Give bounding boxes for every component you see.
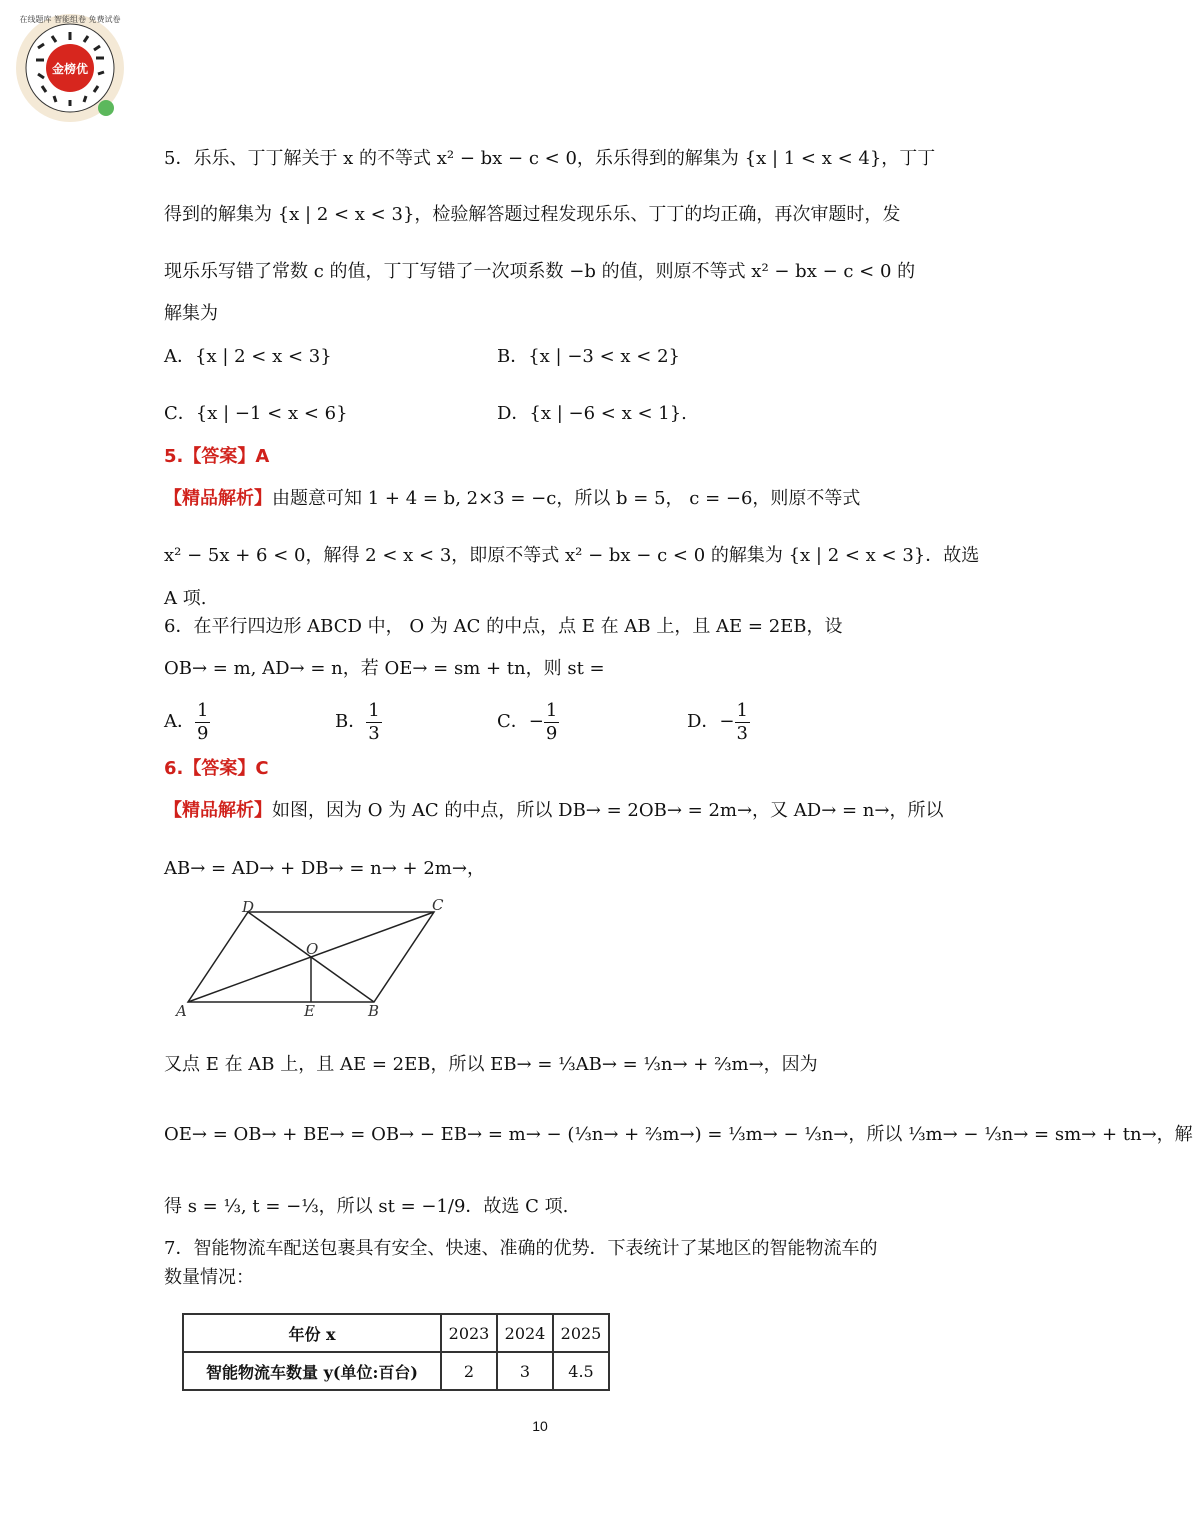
q6-option-b-denominator: 3: [368, 722, 380, 744]
figure-label-o: O: [306, 940, 319, 958]
q6-option-c-denominator: 9: [545, 722, 558, 744]
q5-option-b: B．{x | −3 < x < 2}: [497, 346, 680, 367]
figure-label-e: E: [304, 1002, 315, 1020]
figure-label-d: D: [242, 898, 255, 916]
q6-line-1: 6．在平行四边形 ABCD 中， O 为 AC 的中点，点 E 在 AB 上，且 AE = 2EB，设: [164, 616, 843, 637]
q5-option-a: A．{x | 2 < x < 3}: [164, 346, 332, 367]
parallelogram-figure: [170, 896, 460, 1022]
analysis-label: 【精品解析】: [164, 488, 272, 509]
answer-6-line-2: AB→ = AD→ + DB→ = n→ + 2m→，: [164, 858, 485, 879]
q5-option-d: D．{x | −6 < x < 1}.: [497, 403, 687, 424]
q6-option-d-denominator: 3: [736, 722, 748, 744]
q6-option-b: [335, 700, 382, 744]
table-value-2: 3: [497, 1352, 553, 1390]
q5-option-c: C．{x | −1 < x < 6}: [164, 403, 348, 424]
table-row: [183, 1314, 609, 1352]
table-value-3: 4.5: [553, 1352, 609, 1390]
figure-label-b: B: [368, 1002, 380, 1020]
answer-6-line-3: 又点 E 在 AB 上，且 AE = 2EB，所以 EB→ = ⅓AB→ = ⅓n→ + ⅔m→，因为: [164, 1054, 818, 1075]
q6-option-c-label: C．−: [497, 711, 544, 733]
answer-6-line-5: 得 s = ⅓, t = −⅓，所以 st = −1/9．故选 C 项.: [164, 1196, 569, 1217]
q6-option-a-denominator: 9: [197, 722, 209, 744]
table-header-year: 年份 x: [183, 1314, 441, 1352]
analysis-label-2: 【精品解析】: [164, 800, 272, 821]
answer-6-line-4: OE→ = OB→ + BE→ = OB→ − EB→ = m→ − (⅓n→ + ⅔m→) = ⅓m→ − ⅓n→，所以 ⅓m→ − ⅓n→ = sm→ + tn→，解: [164, 1124, 1193, 1145]
page-number: 10: [532, 1418, 548, 1434]
svg-text:金榜优: 金榜优: [51, 62, 89, 76]
svg-text:在线题库 智能组卷 免费试卷: 在线题库 智能组卷 免费试卷: [19, 15, 121, 24]
answer-5-tag: 5.【答案】A: [164, 446, 270, 467]
q6-line-2: OB→ = m, AD→ = n，若 OE→ = sm + tn，则 st =: [164, 658, 605, 679]
answer-6-tag: 6.【答案】C: [164, 758, 269, 779]
q6-option-b-numerator: 1: [368, 700, 380, 721]
q5-line-1: 5．乐乐、丁丁解关于 x 的不等式 x² − bx − c < 0，乐乐得到的解集为 {x | 1 < x < 4}，丁丁: [164, 148, 936, 169]
q6-option-a-label: A．: [164, 711, 195, 733]
logistics-table: [182, 1313, 610, 1391]
q7-line-1: 7．智能物流车配送包裹具有安全、快速、准确的优势．下表统计了某地区的智能物流车的: [164, 1238, 878, 1259]
table-value-1: 2: [441, 1352, 497, 1390]
q6-option-a: [164, 700, 210, 744]
q6-option-c-numerator: 1: [545, 700, 558, 721]
answer-5-line-2: x² − 5x + 6 < 0，解得 2 < x < 3，即原不等式 x² − bx − c < 0 的解集为 {x | 2 < x < 3}．故选: [164, 545, 980, 566]
table-year-1: 2023: [441, 1314, 497, 1352]
answer-6-line-1: [164, 799, 943, 823]
q6-option-d-label: D．−: [687, 711, 735, 733]
q6-option-d: [687, 700, 750, 744]
table-header-count: 智能物流车数量 y(单位:百台): [183, 1352, 441, 1390]
q6-option-b-label: B．: [335, 711, 367, 733]
q6-option-d-numerator: 1: [736, 700, 748, 721]
answer-5-line-1: [164, 487, 860, 511]
table-year-3: 2025: [553, 1314, 609, 1352]
logo-qr-code: [8, 8, 132, 126]
q6-option-c: [497, 700, 559, 744]
q5-line-4: 解集为: [164, 303, 218, 324]
answer-6-text-1: 如图，因为 O 为 AC 的中点，所以 DB→ = 2OB→ = 2m→，又 AD→ = n→，所以: [272, 800, 944, 821]
q7-line-2: 数量情况：: [164, 1267, 254, 1288]
table-year-2: 2024: [497, 1314, 553, 1352]
q6-option-a-numerator: 1: [197, 700, 209, 721]
figure-label-a: A: [176, 1002, 187, 1020]
figure-label-c: C: [432, 896, 444, 914]
table-row: [183, 1352, 609, 1390]
answer-5-line-3: A 项.: [164, 588, 207, 609]
answer-5-text-1: 由题意可知 1 + 4 = b, 2×3 = −c，所以 b = 5， c = −6，则原不等式: [272, 488, 861, 509]
q5-line-2: 得到的解集为 {x | 2 < x < 3}，检验解答题过程发现乐乐、丁丁的均正确，再次审题时，发: [164, 204, 901, 225]
q5-line-3: 现乐乐写错了常数 c 的值，丁丁写错了一次项系数 −b 的值，则原不等式 x² − bx − c < 0 的: [164, 261, 916, 282]
